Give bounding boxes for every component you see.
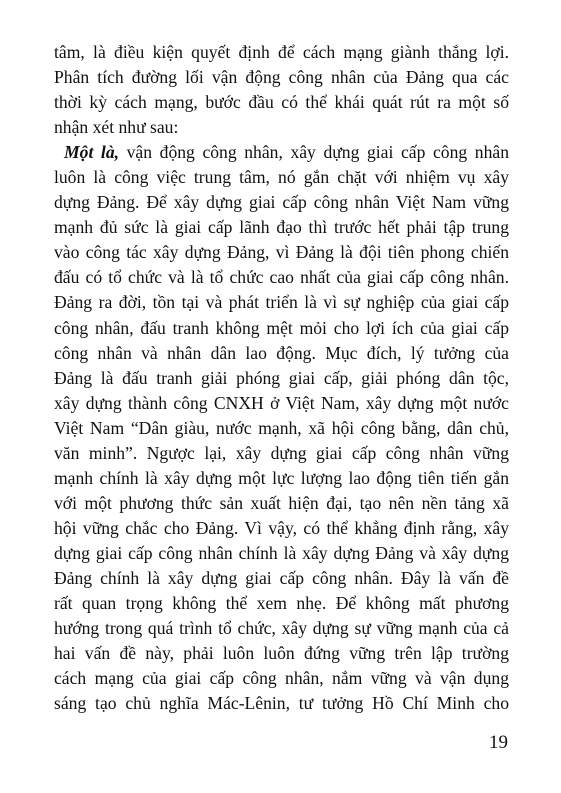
text-line: cách mạng của giai cấp công nhân, nắm vững và vận dụng [54, 668, 509, 689]
emphasis-lead: Một là, [64, 142, 120, 163]
text-line: mạnh đủ sức là giai cấp lãnh đạo thì trước hết phải tập trung [54, 217, 509, 238]
text-line: nhận xét như sau: [54, 117, 179, 138]
text-line: tâm, là điều kiện quyết định để cách mạng giành thắng lợi. [54, 42, 509, 62]
text-line: dựng giai cấp công nhân chính là xây dựng Đảng và xây dựng [54, 542, 509, 563]
text-line: văn minh”. Ngược lại, xây dựng giai cấp công nhân vững [54, 442, 509, 463]
text-line: rất quan trọng không thể xem nhẹ. Để không mất phương [54, 593, 509, 614]
text-line: đấu có tổ chức và là tổ chức cao nhất của giai cấp công nhân. [54, 267, 509, 288]
body-text [54, 40, 509, 716]
text-line: công nhân, đấu tranh không mệt mỏi cho lợi ích của giai cấp [54, 317, 509, 338]
text-line: vào công tác xây dựng Đảng, vì Đảng là đội tiên phong chiến [54, 242, 509, 263]
text-line-rest: vận động công nhân, xây dựng giai cấp công nhân [119, 142, 510, 163]
text-line: Đảng là đấu tranh giải phóng giai cấp, giải phóng dân tộc, [54, 367, 509, 388]
paragraph-first-line [54, 140, 509, 165]
text-line: mạnh chính là xây dựng một lực lượng lao động tiên tiến gắn [54, 467, 509, 488]
text-line: Đảng chính là xây dựng giai cấp công nhân. Đây là vấn đề [54, 567, 509, 588]
text-line: công nhân và nhân dân lao động. Mục đích, lý tưởng của [54, 342, 509, 363]
text-line: với một phương thức sản xuất hiện đại, tạo nên nền tảng xã [54, 492, 509, 513]
text-line: thời kỳ cách mạng, bước đầu có thể khái quát rút ra một số [54, 92, 509, 113]
text-line: hướng trong quá trình tổ chức, xây dựng sự vững mạnh của cả [54, 618, 509, 639]
text-line: Việt Nam “Dân giàu, nước mạnh, xã hội công bằng, dân chủ, [54, 417, 509, 438]
text-line: dựng Đảng. Để xây dựng giai cấp công nhân Việt Nam vững [54, 192, 509, 213]
text-line: luôn là công việc trung tâm, nó gắn chặt với nhiệm vụ xây [54, 167, 509, 188]
text-line: sáng tạo chủ nghĩa Mác-Lênin, tư tưởng Hồ Chí Minh cho [54, 693, 509, 714]
text-line: xây dựng thành công CNXH ở Việt Nam, xây dựng một nước [54, 392, 509, 413]
text-line: Phân tích đường lối vận động công nhân của Đảng qua các [54, 67, 509, 88]
text-line: hội vững chắc cho Đảng. Vì vậy, có thể khẳng định rằng, xây [54, 517, 509, 538]
text-line: Đảng ra đời, tồn tại và phát triển là vì sự nghiệp của giai cấp [54, 292, 509, 313]
page-number: 19 [489, 732, 508, 753]
text-line: hai vấn đề này, phải luôn luôn đứng vững trên lập trường [54, 643, 509, 664]
